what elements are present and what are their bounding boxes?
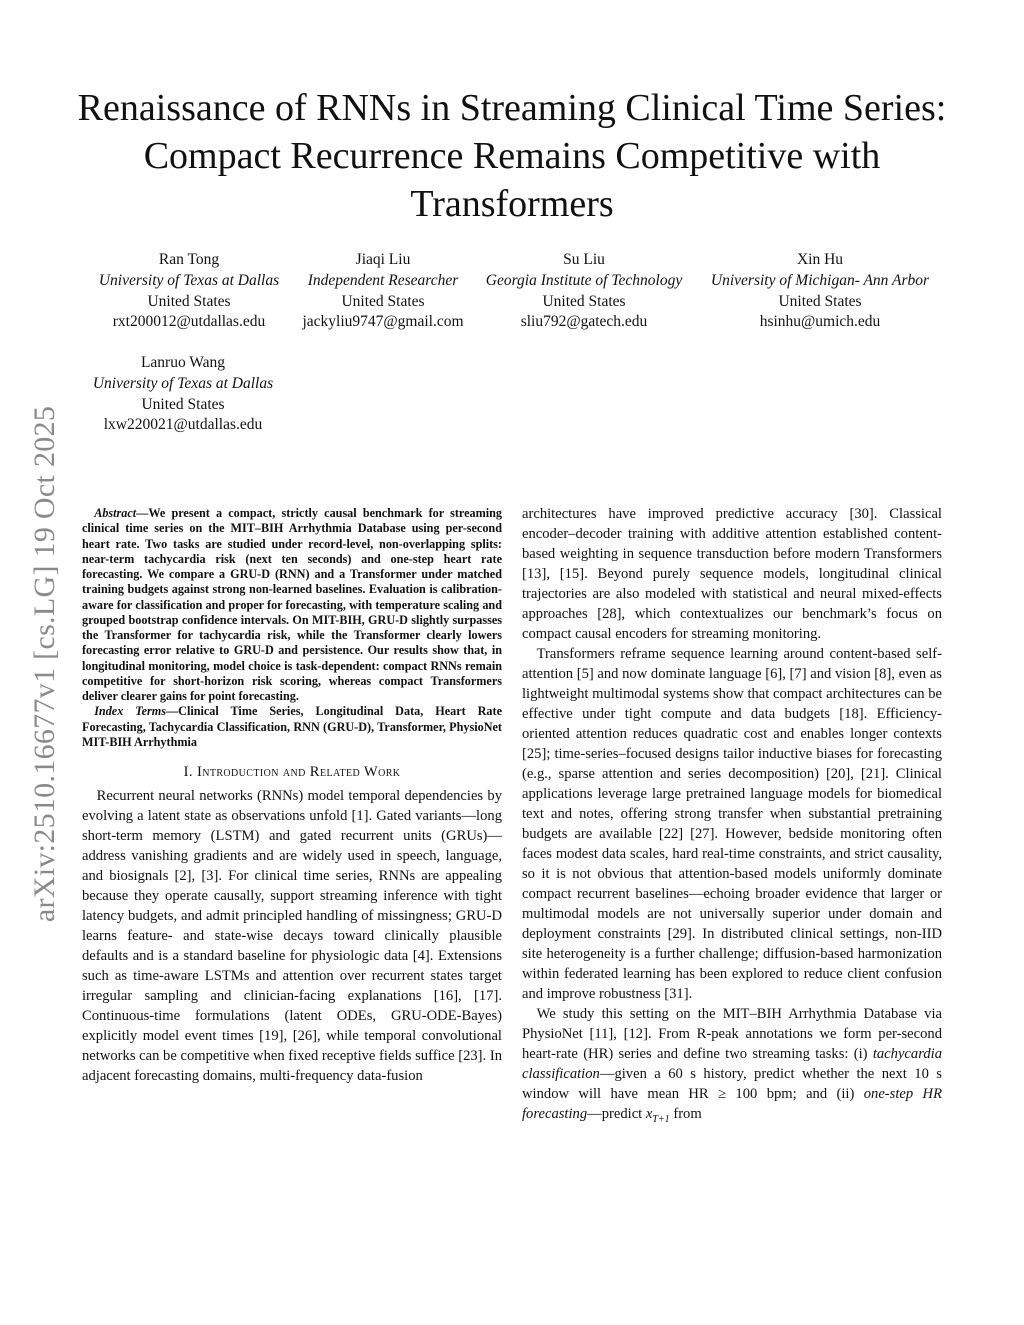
left-column xyxy=(82,506,502,1086)
intro-paragraph-3 xyxy=(522,1004,942,1130)
author-country: United States xyxy=(341,292,425,310)
paper-title: Renaissance of RNNs in Streaming Clinical Time Series: Compact Recurrence Remains Competitive with Transformers xyxy=(77,87,947,225)
task1-term: tachycardia classification xyxy=(522,1046,942,1082)
author-email: rxt200012@utdallas.edu xyxy=(112,313,266,331)
para3-text-a: We study this setting on the MIT–BIH Arrhythmia Database via PhysioNet [11], [12]. From R-peak annotations we form per-second heart-rate (HR) series and define two streaming tasks: (i) xyxy=(522,1006,942,1062)
author-block xyxy=(696,250,944,333)
author-affiliation: University of Michigan- Ann Arbor xyxy=(710,271,930,289)
author-block xyxy=(472,250,696,333)
author-block xyxy=(287,250,479,333)
author-affiliation: Independent Researcher xyxy=(307,271,459,289)
para3-text-c: —predict xyxy=(587,1106,646,1122)
math-subscript: T+1 xyxy=(652,1113,670,1125)
author-block xyxy=(76,353,290,436)
index-terms-text: —Clinical Time Series, Longitudinal Data, Heart Rate Forecasting, Tachycardia Classification, RNN (GRU-D), Transformer, PhysioNet MIT-BIH Arrhythmia xyxy=(82,704,502,749)
section-number: I. xyxy=(183,764,197,780)
author-name: Jiaqi Liu xyxy=(355,251,411,268)
author-email: sliu792@gatech.edu xyxy=(520,313,648,331)
intro-paragraph-1-continued: architectures have improved predictive accuracy [30]. Classical encoder–decoder training with additive attention established content-based weighting in sequence transduction before modern Transformers [13], [15]. Beyond purely sequence models, longitudinal clinical trajectories are also modeled with statistical and neural mixed-effects approaches [28], which contextualizes our benchmark’s focus on compact causal encoders for streaming monitoring. xyxy=(522,506,942,642)
author-name: Xin Hu xyxy=(796,251,844,268)
para3-text-b: —given a 60 s history, predict whether the next 10 s window will have mean HR ≥ 100 bpm; and (ii) xyxy=(522,1066,942,1102)
math-symbol: x xyxy=(645,1106,653,1122)
section-title: Introduction and Related Work xyxy=(196,764,401,780)
section-heading xyxy=(82,762,502,782)
author-block xyxy=(82,250,296,333)
author-email: jackyliu9747@gmail.com xyxy=(302,313,464,331)
author-email: hsinhu@umich.edu xyxy=(759,313,881,331)
author-email: lxw220021@utdallas.edu xyxy=(103,416,263,434)
index-terms xyxy=(82,704,502,750)
author-name: Ran Tong xyxy=(158,251,220,268)
abstract xyxy=(82,506,502,704)
right-column xyxy=(522,504,942,1130)
arxiv-id: arXiv:2510.16677v1 [cs.LG] 19 Oct 2025 xyxy=(28,405,61,923)
author-affiliation: Georgia Institute of Technology xyxy=(485,271,683,289)
task2-term: one-step HR forecasting xyxy=(522,1086,943,1122)
author-affiliation: University of Texas at Dallas xyxy=(92,374,274,392)
author-name: Lanruo Wang xyxy=(140,354,226,371)
abstract-text: —We present a compact, strictly causal benchmark for streaming clinical time series on the MIT–BIH Arrhythmia Database using per-second heart rate. Two tasks are studied under record-level, non-overlapping splits: near-term tachycardia risk (next ten seconds) and one-step heart rate forecasting. We compare a GRU-D (RNN) and a Transformer under matched training budgets against strong non-learned baselines. Evaluation is calibration-aware for classification and proper for forecasting, with temperature scaling and grouped bootstrap confidence intervals. On MIT-BIH, GRU-D slightly surpasses the Transformer for tachycardia risk, while the Transformer clearly lowers forecasting error relative to GRU-D and persistence. Our results show that, in longitudinal monitoring, model choice is task-dependent: compact RNNs remain competitive for short-horizon risk scoring, whereas compact Transformers deliver clearer gains for point forecasting. xyxy=(82,506,502,703)
author-country: United States xyxy=(778,292,862,310)
intro-paragraph-1: Recurrent neural networks (RNNs) model temporal dependencies by evolving a latent state as observations unfold [1]. Gated variants—long short-term memory (LSTM) and gated recurrent units (GRUs)—address vanishing gradients and are widely used in speech, language, and biosignals [2], [3]. For clinical time series, RNNs are appealing because they operate causally, support streaming inference with tight latency budgets, and admit principled handling of missingness; GRU-D learns feature- and state-wise decays toward clinically plausible defaults and is a standard baseline for physiologic data [4]. Extensions such as time-aware LSTMs and attention over recurrent states target irregular sampling and clinician-facing explanations [16], [17]. Continuous-time formulations (latent ODEs, GRU-ODE-Bayes) explicitly model event times [19], [26], while temporal convolutional networks can be competitive when fixed receptive fields suffice [23]. In adjacent forecasting domains, multi-frequency data-fusion xyxy=(82,788,502,1084)
intro-paragraph-2: Transformers reframe sequence learning around content-based self-attention [5] and now dominate language [6], [7] and vision [8], even as lightweight multimodal systems show that compact architectures can be effective under tight compute and data budgets [18]. Efficiency-oriented attention reduces quadratic cost and enables longer contexts [25]; time-series–focused designs tailor inductive biases for forecasting (e.g., sparse attention and series decomposition) [20], [21]. Clinical applications leverage large pretrained language models for biomedical text and notes, offering strong transfer when substantial pretraining budgets are available [22] [27]. However, bedside monitoring often faces modest data scales, hard real-time constraints, and strict causality, so it is not obvious that attention-based models uniformly dominate compact recurrent baselines—echoing broader evidence that larger or multimodal models are not universally superior under domain and deployment constraints [29]. In distributed clinical settings, non-IID site heterogeneity is a further challenge; diffusion-based harmonization within federated learning has been explored to reduce client confusion and improve robustness [31]. xyxy=(522,646,942,1002)
abstract-label: Abstract xyxy=(94,506,137,520)
author-name: Su Liu xyxy=(563,251,605,268)
index-terms-label: Index Terms xyxy=(94,704,166,719)
author-affiliation: University of Texas at Dallas xyxy=(98,271,280,289)
author-country: United States xyxy=(147,292,231,310)
arxiv-watermark xyxy=(22,372,68,956)
author-country: United States xyxy=(542,292,626,310)
author-country: United States xyxy=(141,395,225,413)
para3-text-d: from xyxy=(669,1106,702,1122)
